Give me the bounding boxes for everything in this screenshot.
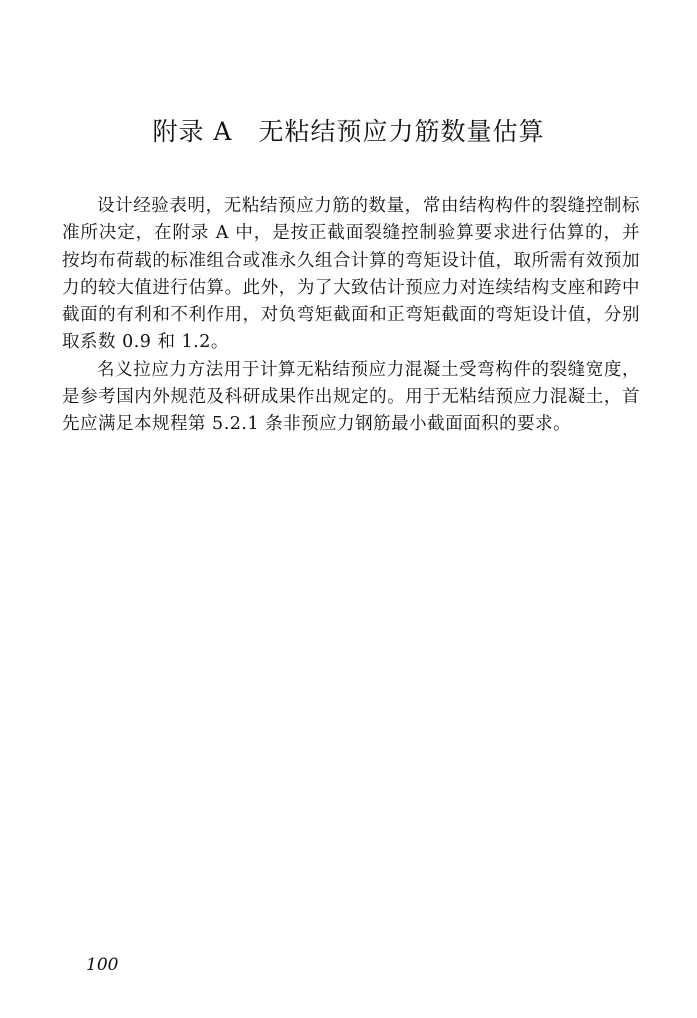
appendix-label: 附录 A: [152, 117, 233, 146]
appendix-title: 无粘结预应力筋数量估算: [258, 117, 545, 146]
appendix-heading: [0, 112, 697, 152]
body-text: [62, 193, 640, 439]
paragraph-1: 设计经验表明，无粘结预应力筋的数量，常由结构构件的裂缝控制标准所决定，在附录 A 中，是按正截面裂缝控制验算要求进行估算的，并按均布荷载的标准组合或准永久组合计算的弯矩设计值，取所需有效预加力的较大值进行估算。此外，为了大致估计预应力对连续结构支座和跨中截面的有利和不利作用，对负弯矩截面和正弯矩截面的弯矩设计值，分别取系数 0.9 和 1.2。: [62, 196, 640, 353]
paragraph-2: 名义拉应力方法用于计算无粘结预应力混凝土受弯构件的裂缝宽度，是参考国内外规范及科研成果作出规定的。用于无粘结预应力混凝土，首先应满足本规程第 5.2.1 条非预应力钢筋最小截面面积的要求。: [62, 359, 640, 435]
page-number: 100: [86, 955, 119, 975]
